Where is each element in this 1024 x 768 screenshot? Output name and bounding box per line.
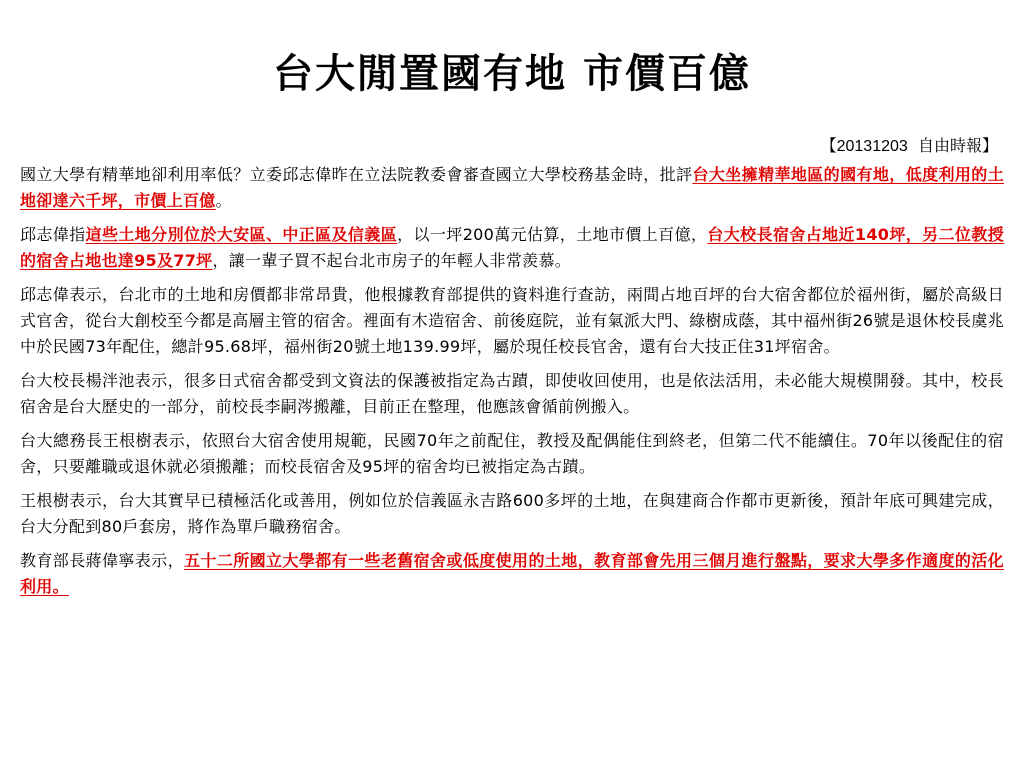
source-citation [821, 134, 998, 159]
paragraph-2 [20, 222, 1004, 274]
article-body [20, 162, 1004, 608]
paragraph-4: 台大校長楊泮池表示，很多日式宿舍都受到文資法的保護被指定為古蹟，即使收回使用，也是依法活用，未必能大規模開發。其中，校長宿舍是台大歷史的一部分，前校長李嗣涔搬離，目前正在整理，他應該會循前例搬入。 [20, 371, 1004, 416]
paragraph-2-highlight-2: 台大校長宿舍占地近140坪，另二位教授的宿舍占地也達95及77坪 [20, 225, 1005, 270]
paragraph-5: 台大總務長王根樹表示，依照台大宿舍使用規範，民國70年之前配住，教授及配偶能住到終老，但第二代不能續住。70年以後配住的宿舍，只要離職或退休就必須搬離；而校長宿舍及95坪的宿舍均已被指定為古蹟。 [20, 431, 1004, 476]
source-date: 20131203 [836, 138, 908, 155]
paragraph-1-tail: 。 [215, 191, 232, 210]
paragraph-1-text: 國立大學有精華地卻利用率低？立委邱志偉昨在立法院教委會審查國立大學校務基金時，批評 [20, 165, 693, 184]
source-open-bracket: 【 [820, 136, 837, 155]
article-title: 台大閒置國有地 市價百億 [273, 50, 751, 97]
paragraph-3: 邱志偉表示，台北市的土地和房價都非常昂貴，他根據教育部提供的資料進行查訪，兩間占地百坪的台大宿舍都位於福州街，屬於高級日式官舍，從台大創校至今都是高層主管的宿舍。裡面有木造宿舍、前後庭院，並有氣派大門、綠樹成蔭，其中福州街26號是退休校長虞兆中於民國73年配住，總計95.68坪，福州街20號土地139.99坪，屬於現任校長官舍，還有台大技正住31坪宿舍。 [20, 285, 1004, 356]
source-outlet: 自由時報 [917, 136, 982, 155]
paragraph-1-highlight: 台大坐擁精華地區的國有地，低度利用的土地卻達六千坪，市價上百億 [20, 165, 1004, 210]
paragraph-2-lead: 邱志偉指 [20, 225, 86, 244]
source-close-bracket: 】 [981, 136, 998, 155]
paragraph-6: 王根樹表示，台大其實早已積極活化或善用，例如位於信義區永吉路600多坪的土地，在與建商合作都市更新後，預計年底可興建完成，台大分配到80戶套房，將作為單戶職務宿舍。 [20, 491, 1004, 536]
paragraph-7-lead: 教育部長蔣偉寧表示， [20, 551, 185, 570]
paragraph-7 [20, 548, 1004, 600]
paragraph-2-mid: ，以一坪200萬元估算，土地市價上百億， [397, 225, 708, 244]
paragraph-7-highlight: 五十二所國立大學都有一些老舊宿舍或低度使用的土地，教育部會先用三個月進行盤點，要求大學多作適度的活化利用。 [20, 551, 1004, 596]
paragraph-1 [20, 162, 1004, 214]
paragraph-2-highlight-1: 這些土地分別位於大安區、中正區及信義區 [85, 225, 398, 244]
paragraph-2-tail: ，讓一輩子買不起台北市房子的年輕人非常羨慕。 [212, 251, 572, 270]
